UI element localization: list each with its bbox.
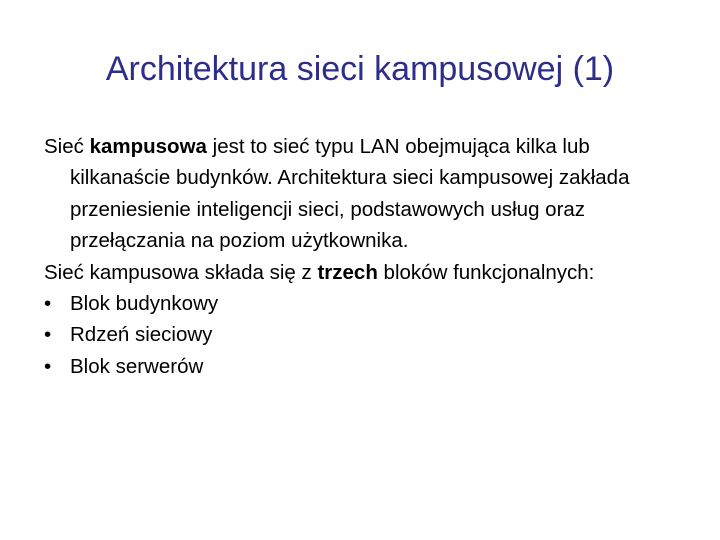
slide-body <box>44 131 694 382</box>
bullet-icon: • <box>44 354 52 378</box>
paragraph-1-suffix: jest to sieć typu LAN obejmująca kilka lub kilkanaście budynków. Architektura sieci kampusowej zakłada przeniesienie inteligencji sieci, podstawowych usług oraz przełączania na poziom użytkownika. <box>70 135 630 253</box>
bullet-item-server-block <box>44 351 694 382</box>
paragraph-functional-blocks <box>44 257 694 288</box>
bullet-item-network-core <box>44 319 694 350</box>
bullet-text: Blok serwerów <box>70 354 204 378</box>
paragraph-2-suffix: bloków funkcjonalnych: <box>377 260 595 284</box>
bullet-icon: • <box>44 323 52 347</box>
bullet-item-building-block <box>44 288 694 319</box>
paragraph-1-prefix: Sieć <box>44 135 90 158</box>
paragraph-2-bold-term: trzech <box>317 260 378 284</box>
slide-title: Architektura sieci kampusowej (1) <box>105 50 615 88</box>
paragraph-campus-definition <box>44 131 694 257</box>
bullet-icon: • <box>44 292 52 316</box>
paragraph-2-prefix: Sieć kampusowa składa się z <box>44 260 318 284</box>
bullet-text: Rdzeń sieciowy <box>70 323 213 347</box>
bullet-text: Blok budynkowy <box>70 292 219 316</box>
bullet-list <box>44 288 694 382</box>
paragraph-1-bold-term: kampusowa <box>89 135 207 158</box>
